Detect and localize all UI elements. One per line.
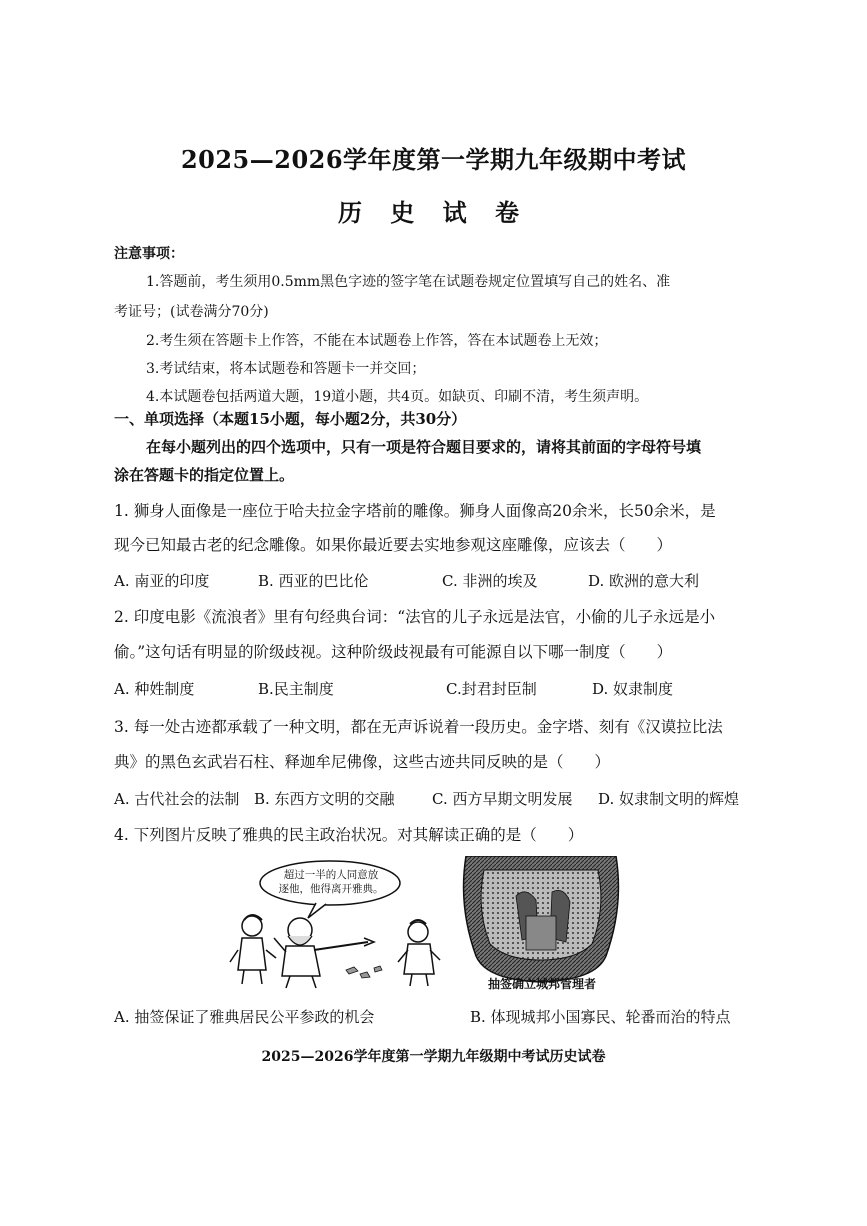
question-4-option-b: B. 体现城邦小国寡民、轮番而治的特点 <box>470 1008 731 1026</box>
question-4-option-a: A. 抽签保证了雅典居民公平参政的机会 <box>114 1008 375 1026</box>
question-2-option-a: A. 种姓制度 <box>114 680 195 698</box>
note-item-4: 4.本试题卷包括两道大题，19道小题，共4页。如缺页、印刷不清，考生须声明。 <box>146 389 649 405</box>
section-1-instruction-line-1: 在每小题列出的四个选项中，只有一项是符合题目要求的，请将其前面的字母符号填 <box>146 438 702 456</box>
question-4-line-1: 4. 下列图片反映了雅典的民主政治状况。对其解读正确的是（ ） <box>114 826 584 844</box>
vase-drawing <box>456 856 626 984</box>
section-1-instruction-line-2: 涂在答题卡的指定位置上。 <box>114 466 295 484</box>
section-1-heading: 一、单项选择（本题15小题，每小题2分，共30分） <box>114 410 467 428</box>
question-1-option-a: A. 南亚的印度 <box>114 572 210 590</box>
speech-bubble-line-2: 逐他，他得离开雅典。 <box>278 883 384 895</box>
note-item-3: 3.考试结束，将本试题卷和答题卡一并交回； <box>146 361 426 377</box>
question-3-option-a: A. 古代社会的法制 <box>114 790 240 808</box>
question-1-line-2: 现今已知最古老的纪念雕像。如果你最近要去实地参观这座雕像，应该去（ ） <box>114 536 673 554</box>
exam-subtitle: 历 史 试 卷 <box>337 198 530 227</box>
note-item-1-line-1: 1.答题前，考生须用0.5mm黑色字迹的签字笔在试题卷规定位置填写自己的姓名、准 <box>146 274 671 290</box>
question-3-option-c: C. 西方早期文明发展 <box>432 790 573 808</box>
question-1-line-1: 1. 狮身人面像是一座位于哈夫拉金字塔前的雕像。狮身人面像高20余米，长50余米，是 <box>114 502 716 520</box>
question-3-option-b: B. 东西方文明的交融 <box>254 790 395 808</box>
question-2-line-1: 2. 印度电影《流浪者》里有句经典台词：“法官的儿子永远是法官，小偷的儿子永远是小 <box>114 608 716 626</box>
question-2-option-b: B.民主制度 <box>258 680 334 698</box>
speech-bubble-line-1: 超过一半的人同意放 <box>283 869 379 881</box>
ostracism-cartoon <box>228 858 448 990</box>
question-2-option-d: D. 奴隶制度 <box>592 680 674 698</box>
question-1-option-c: C. 非洲的埃及 <box>442 572 538 590</box>
question-1-option-d: D. 欧洲的意大利 <box>588 572 700 590</box>
exam-title: 2025—2026学年度第一学期九年级期中考试 <box>180 145 687 174</box>
vase-caption: 抽签确立城邦管理者 <box>488 977 597 991</box>
page-footer: 2025—2026学年度第一学期九年级期中考试历史试卷 <box>261 1049 606 1065</box>
question-2-option-c: C.封君封臣制 <box>446 680 537 698</box>
question-2-line-2: 偷。”这句话有明显的阶级歧视。这种阶级歧视最有可能源自以下哪一制度（ ） <box>114 643 673 661</box>
question-3-line-2: 典》的黑色玄武岩石柱、释迦牟尼佛像，这些古迹共同反映的是（ ） <box>114 753 611 771</box>
question-1-option-b: B. 西亚的巴比伦 <box>258 572 369 590</box>
notes-heading: 注意事项： <box>114 246 184 262</box>
question-3-line-1: 3. 每一处古迹都承载了一种文明，都在无声诉说着一段历史。金字塔、刻有《汉谟拉比法 <box>114 718 723 736</box>
note-item-2: 2.考生须在答题卡上作答，不能在本试题卷上作答，答在本试题卷上无效； <box>146 333 608 349</box>
note-item-1-line-2: 考证号；(试卷满分70分) <box>114 304 269 320</box>
question-3-option-d: D. 奴隶制文明的辉煌 <box>598 790 740 808</box>
lottery-vase-image <box>456 856 626 984</box>
